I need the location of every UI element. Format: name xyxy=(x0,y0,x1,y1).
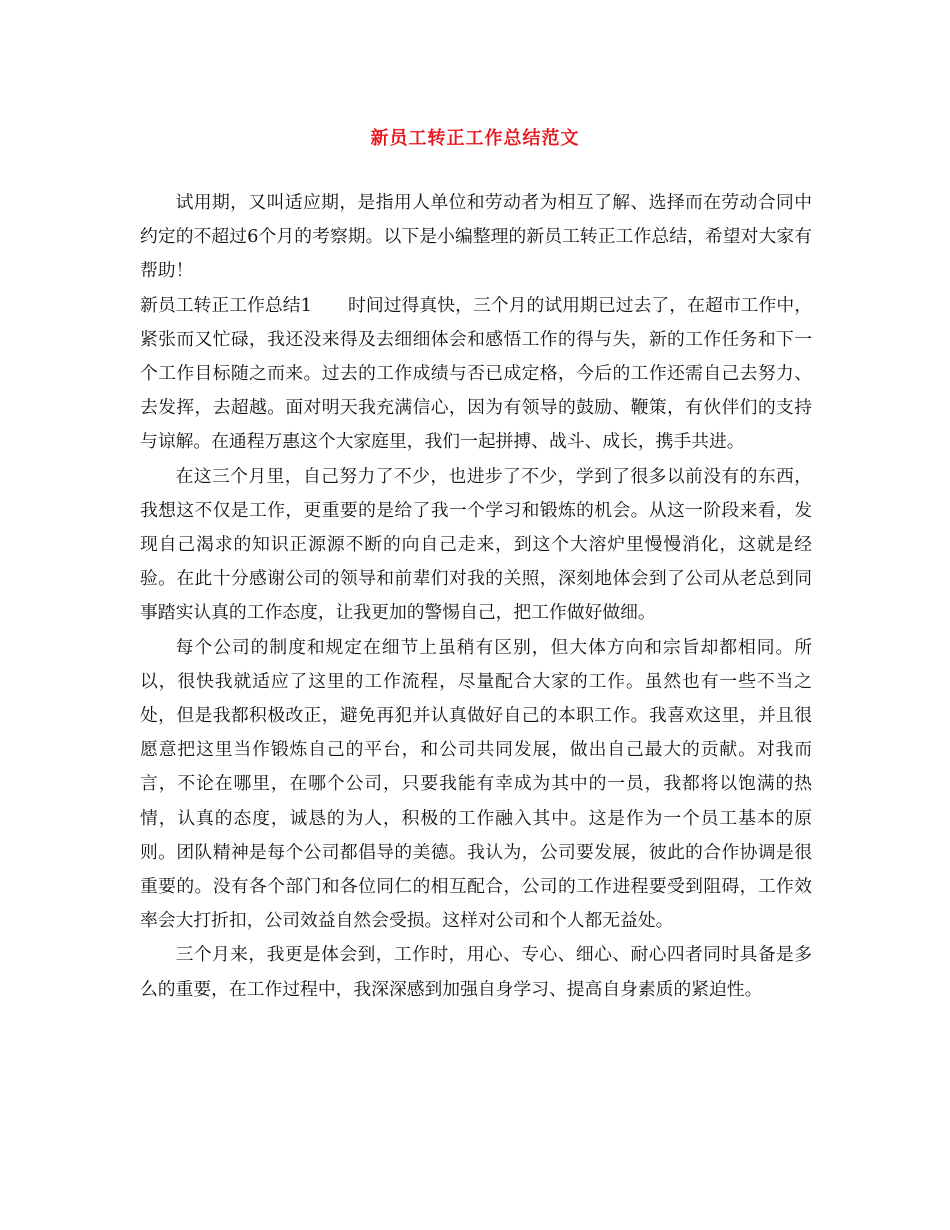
document-title: 新员工转正工作总结范文 xyxy=(370,128,580,149)
section1-text: 时间过得真快，三个月的试用期已过去了，在超市工作中，紧张而又忙碌，我还没来得及去细细体会和感悟工作的得与失，新的工作任务和下一个工作目标随之而来。过去的工作成绩与否已成定格，今后的工作还需自己去努力、去发挥，去超越。面对明天我充满信心，因为有领导的鼓励、鞭策，有伙伴们的支持与谅解。在通程万惠这个大家庭里，我们一起拼搏、战斗、成长，携手共进。 xyxy=(140,294,812,453)
section1-heading: 新员工转正工作总结1 xyxy=(140,294,312,316)
body-paragraph-2: 每个公司的制度和规定在细节上虽稍有区别，但大体方向和宗旨却都相同。所以，很快我就适应了这里的工作流程，尽量配合大家的工作。虽然也有一些不当之处，但是我都积极改正，避免再犯并认真做好自己的本职工作。我喜欢这里，并且很愿意把这里当作锻炼自己的平台，和公司共同发展，做出自己最大的贡献。对我而言，不论在哪里，在哪个公司，只要我能有幸成为其中的一员，我都将以饱满的热情，认真的态度，诚恳的为人，积极的工作融入其中。这是作为一个员工基本的原则。团队精神是每个公司都倡导的美德。我认为，公司要发展，彼此的合作协调是很重要的。没有各个部门和各位同仁的相互配合，公司的工作进程要受到阻碍，工作效率会大打折扣，公司效益自然会受损。这样对公司和个人都无益处。 xyxy=(140,636,812,932)
document-body xyxy=(140,186,812,1007)
body-paragraph-3: 三个月来，我更是体会到，工作时，用心、专心、细心、耐心四者同时具备是多么的重要，在工作过程中，我深深感到加强自身学习、提高自身素质的紧迫性。 xyxy=(140,944,812,1000)
body-paragraph-1: 在这三个月里，自己努力了不少，也进步了不少，学到了很多以前没有的东西，我想这不仅是工作，更重要的是给了我一个学习和锻炼的机会。从这一阶段来看，发现自己渴求的知识正源源不断的向自己走来，到这个大溶炉里慢慢消化，这就是经验。在此十分感谢公司的领导和前辈们对我的关照，深刻地体会到了公司从老总到同事踏实认真的工作态度，让我更加的警惕自己，把工作做好做细。 xyxy=(140,465,812,624)
section1-paragraph xyxy=(140,289,812,460)
intro-paragraph: 试用期，又叫适应期，是指用人单位和劳动者为相互了解、选择而在劳动合同中约定的不超过6个月的考察期。以下是小编整理的新员工转正工作总结，希望对大家有帮助！ xyxy=(140,192,812,282)
